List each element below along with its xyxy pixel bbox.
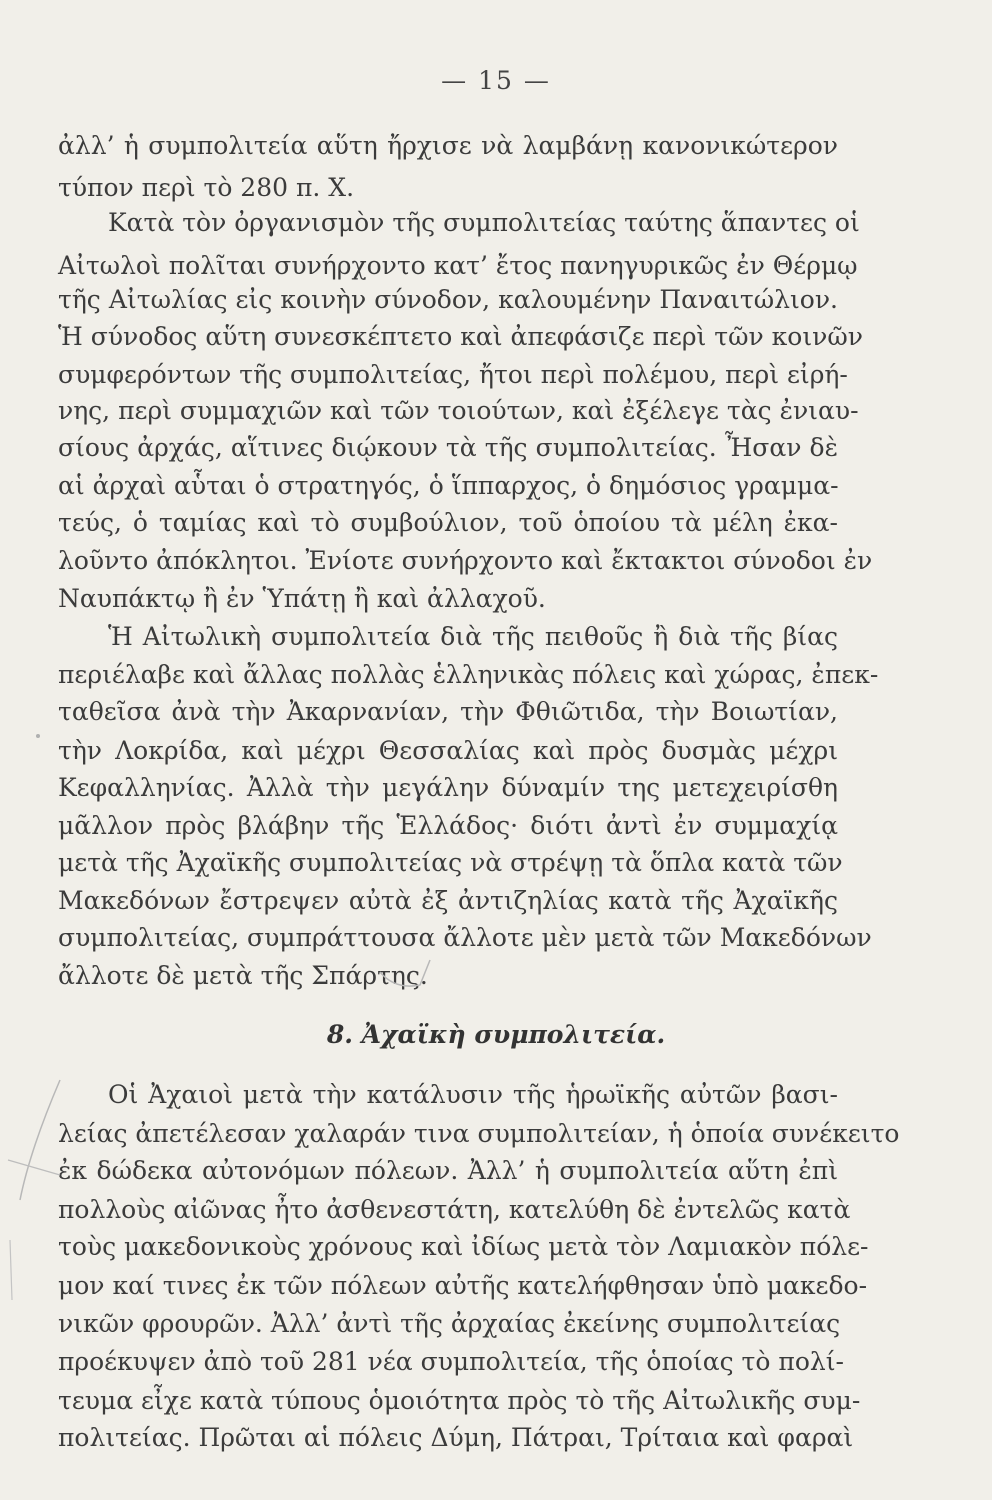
text-line: συμπολιτείας, συμπράττουσα ἄλλοτε μὲν μετὰ τῶν Μακεδόνων [58,923,872,952]
text-line: λείας ἀπετέλεσαν χαλαράν τινα συμπολιτείαν, ἡ ὁποία συνέκειτο [58,1119,900,1148]
text-line: Ναυπάκτῳ ἢ ἐν Ὑπάτῃ ἢ καὶ ἀλλαχοῦ. [58,584,546,613]
text-line: τύπον περὶ τὸ 280 π. Χ. [58,173,355,202]
text-line: αἱ ἀρχαὶ αὗται ὁ στρατηγός, ὁ ἵππαρχος, ὁ δημόσιος γραμμα- [58,471,839,500]
text-line: Μακεδόνων ἔστρεψεν αὐτὰ ἐξ ἀντιζηλίας κατὰ τῆς Ἀχαϊκῆς [58,886,838,915]
text-line: περιέλαβε καὶ ἄλλας πολλὰς ἑλληνικὰς πόλεις καὶ χώρας, ἐπεκ- [58,660,879,689]
text-line: Κεφαλληνίας. Ἀλλὰ τὴν μεγάλην δύναμίν της μετεχειρίσθη [58,773,838,802]
text-line: Κατὰ τὸν ὀργανισμὸν τῆς συμπολιτείας ταύτης ἅπαντες οἱ [108,208,860,237]
text-line: τεύς, ὁ ταμίας καὶ τὸ συμβούλιον, τοῦ ὁποίου τὰ μέλη ἐκα- [58,508,838,537]
text-line: λοῦντο ἀπόκλητοι. Ἐνίοτε συνήρχοντο καὶ ἔκτακτοι σύνοδοι ἐν [58,546,873,575]
text-line: μετὰ τῆς Ἀχαϊκῆς συμπολιτείας νὰ στρέψῃ τὰ ὅπλα κατὰ τῶν [58,848,843,877]
text-line: Οἱ Ἀχαιοὶ μετὰ τὴν κατάλυσιν τῆς ἡρωϊκῆς αὐτῶν βασι- [108,1080,838,1109]
text-line: τῆς Αἰτωλίας εἰς κοινὴν σύνοδον, καλουμένην Παναιτώλιον. [58,285,838,314]
text-line: ταθεῖσα ἀνὰ τὴν Ἀκαρνανίαν, τὴν Φθιῶτιδα, τὴν Βοιωτίαν, [58,697,838,726]
text-line: πολλοὺς αἰῶνας ἦτο ἀσθενεστάτη, κατελύθη δὲ ἐντελῶς κατὰ [58,1195,851,1224]
page-number: — 15 — [441,66,551,95]
text-line: Αἰτωλοὶ πολῖται συνήρχοντο κατ’ ἔτος πανηγυρικῶς ἐν Θέρμῳ [58,251,858,280]
text-line: ἀλλ’ ἡ συμπολιτεία αὕτη ἤρχισε νὰ λαμβάνῃ κανονικώτερον [58,131,838,160]
text-line: νικῶν φρουρῶν. Ἀλλ’ ἀντὶ τῆς ἀρχαίας ἐκείνης συμπολιτείας [58,1309,841,1338]
text-line: συμφερόντων τῆς συμπολιτείας, ἤτοι περὶ πολέμου, περὶ εἰρή- [58,360,848,389]
text-line: νης, περὶ συμμαχιῶν καὶ τῶν τοιούτων, καὶ ἐξέλεγε τὰς ἐνιαυ- [58,396,859,425]
text-line: μον καί τινες ἐκ τῶν πόλεων αὐτῆς κατελήφθησαν ὑπὸ μακεδο- [58,1271,868,1300]
text-line: τοὺς μακεδονικοὺς χρόνους καὶ ἰδίως μετὰ τὸν Λαμιακὸν πόλε- [58,1232,869,1261]
text-line: τευμα εἶχε κατὰ τύπους ὁμοιότητα πρὸς τὸ τῆς Αἰτωλικῆς συμ- [58,1386,861,1415]
text-line: προέκυψεν ἀπὸ τοῦ 281 νέα συμπολιτεία, τῆς ὁποίας τὸ πολί- [58,1347,844,1376]
text-line: Ἡ σύνοδος αὕτη συνεσκέπτετο καὶ ἀπεφάσιζε περὶ τῶν κοινῶν [58,322,863,351]
section-heading: 8. Ἀχαϊκὴ συμπολιτεία. [326,1020,666,1049]
text-line: Ἡ Αἰτωλικὴ συμπολιτεία διὰ τῆς πειθοῦς ἢ διὰ τῆς βίας [108,622,838,651]
text-line: σίους ἀρχάς, αἵτινες διῴκουν τὰ τῆς συμπολιτείας. Ἦσαν δὲ [58,433,838,462]
text-line: ἐκ δώδεκα αὐτονόμων πόλεων. Ἀλλ’ ἡ συμπολιτεία αὕτη ἐπὶ [58,1156,838,1185]
text-line: μᾶλλον πρὸς βλάβην τῆς Ἑλλάδος· διότι ἀντὶ ἐν συμμαχίᾳ [58,811,838,840]
text-line: τὴν Λοκρίδα, καὶ μέχρι Θεσσαλίας καὶ πρὸς δυσμὰς μέχρι [58,736,838,765]
text-line: ἄλλοτε δὲ μετὰ τῆς Σπάρτης. [58,961,428,990]
text-line: πολιτείας. Πρῶται αἱ πόλεις Δύμη, Πάτραι, Τρίταια καὶ φαραὶ [58,1423,854,1452]
